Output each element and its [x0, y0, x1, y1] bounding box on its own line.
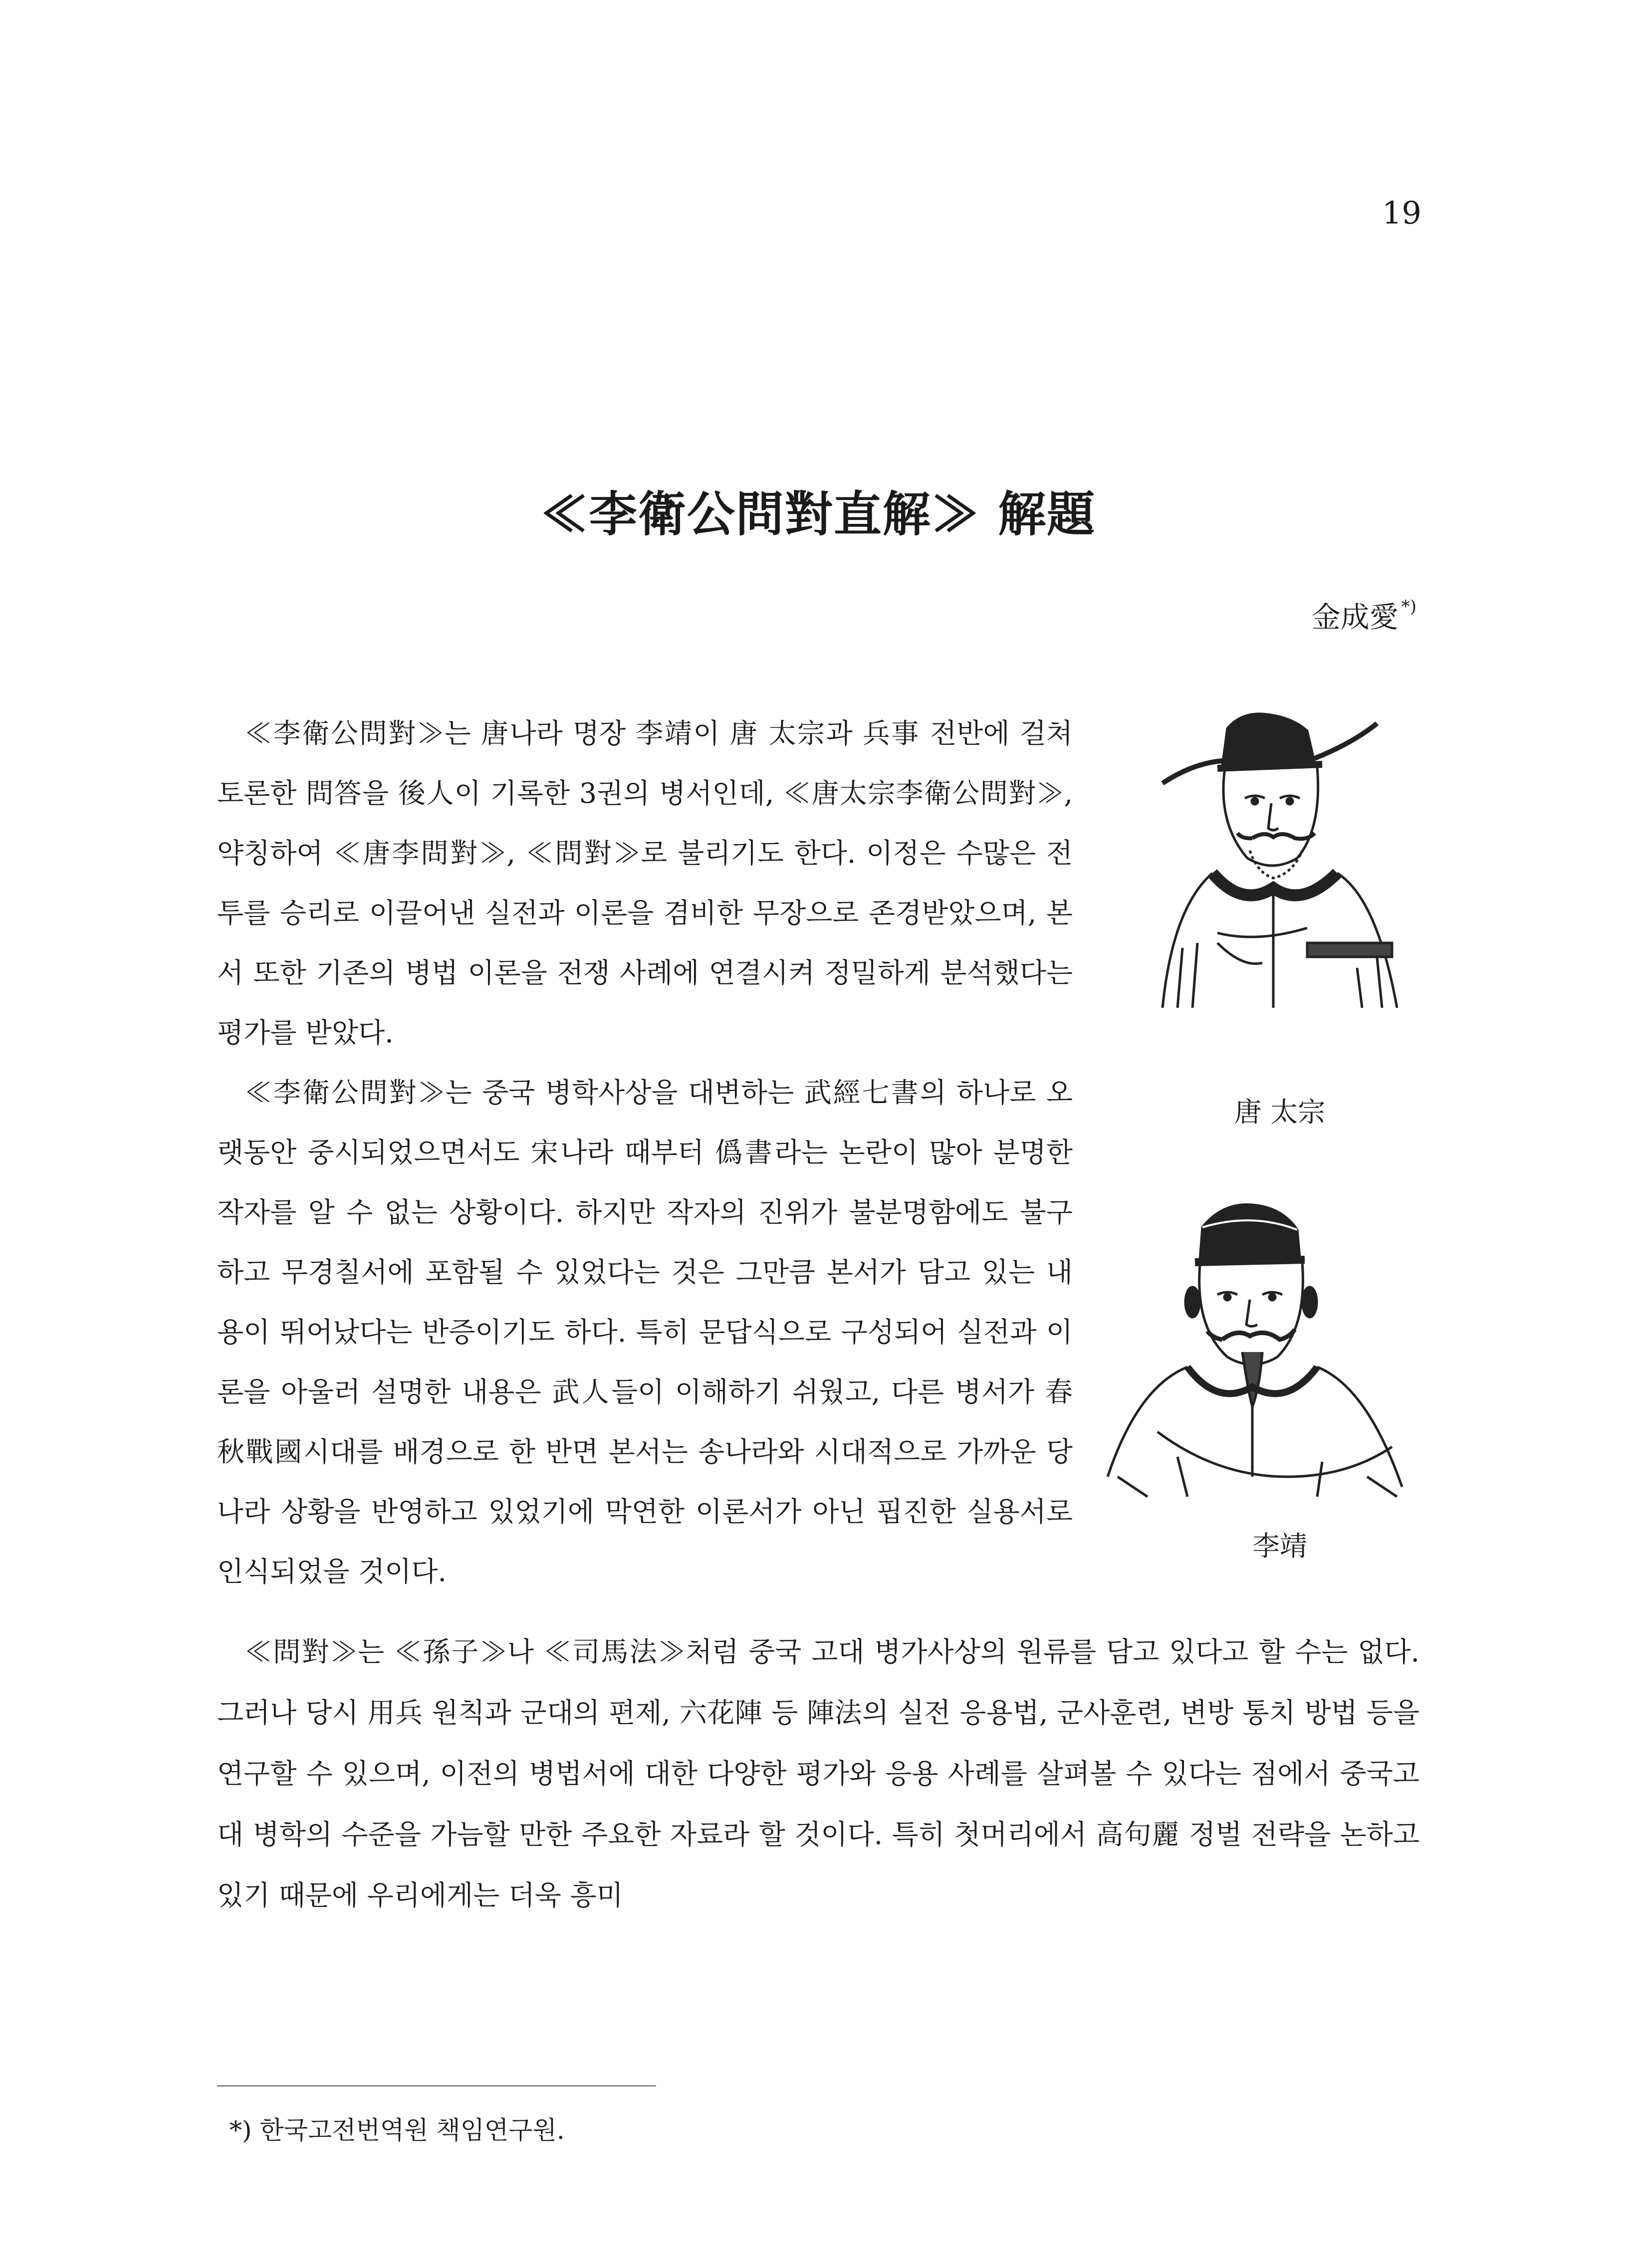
portrait-general-icon — [1088, 1197, 1417, 1507]
paragraph-2: ≪李衛公問對≫는 중국 병학사상을 대변하는 武經七書의 하나로 오랫동안 중시되었으면서도 宋나라 때부터 僞書라는 논란이 많아 분명한 작자를 알 수 없는 상황이다. 하지만 작자의 진위가 불분명함에도 불구하고 무경칠서에 포함될 수 있었다는 것은 그만큼 본서가 담고 있는 내용이 뛰어났다는 반증이기도 하다. 특히 문답식으로 구성되어 실전과 이론을 아울러 설명한 내용은 武人들이 이해하기 쉬웠고, 다른 병서가 春秋戰國시대를 배경으로 한 반면 본서는 송나라와 시대적으로 가까운 당나라 상황을 반영하고 있었기에 막연한 이론서가 아닌 핍진한 실용서로 인식되었을 것이다. — [217, 1077, 1073, 1588]
author-name: 金成愛 — [1311, 600, 1399, 634]
body-text-full — [217, 1621, 1419, 1926]
paragraph-3: ≪問對≫는 ≪孫子≫나 ≪司馬法≫처럼 중국 고대 병가사상의 원류를 담고 있다고 할 수는 없다. 그러나 당시 用兵 원칙과 군대의 편제, 六花陣 등 陣法의 실전 응용법, 군사훈련, 변방 통치 방법 등을 연구할 수 있으며, 이전의 병법서에 대한 다양한 평가와 응용 사례를 살펴볼 수 있다는 점에서 중국고대 병학의 수준을 가늠할 만한 주요한 자료라 할 것이다. 특히 첫머리에서 高句麗 정벌 전략을 논하고 있기 때문에 우리에게는 더욱 흥미 — [217, 1636, 1419, 1911]
figure-caption-emperor: 唐 太宗 — [1234, 1096, 1326, 1128]
body-text-wrapped — [217, 703, 1073, 1601]
author-footnote-mark: *) — [1401, 597, 1416, 617]
footnote-divider — [217, 2085, 656, 2086]
portrait-emperor-icon — [1143, 708, 1417, 1018]
figure-caption-general: 李靖 — [1252, 1530, 1307, 1562]
author-line — [1312, 594, 1416, 636]
page-number: 19 — [1382, 195, 1421, 231]
footnote: *) 한국고전번역원 책임연구원. — [230, 2116, 565, 2145]
page-title: ≪李衛公問對直解≫ 解題 — [540, 486, 1096, 542]
paragraph-1: ≪李衛公問對≫는 唐나라 명장 李靖이 唐 太宗과 兵事 전반에 걸쳐 토론한 問答을 後人이 기록한 3권의 병서인데, ≪唐太宗李衛公問對≫, 약칭하여 ≪唐李問對≫, ≪問對≫로 불리기도 한다. 이정은 수많은 전투를 승리로 이끌어낸 실전과 이론을 겸비한 무장으로 존경받았으며, 본서 또한 기존의 병법 이론을 전쟁 사례에 연결시켜 정밀하게 분석했다는 평가를 받았다. — [217, 717, 1073, 1049]
